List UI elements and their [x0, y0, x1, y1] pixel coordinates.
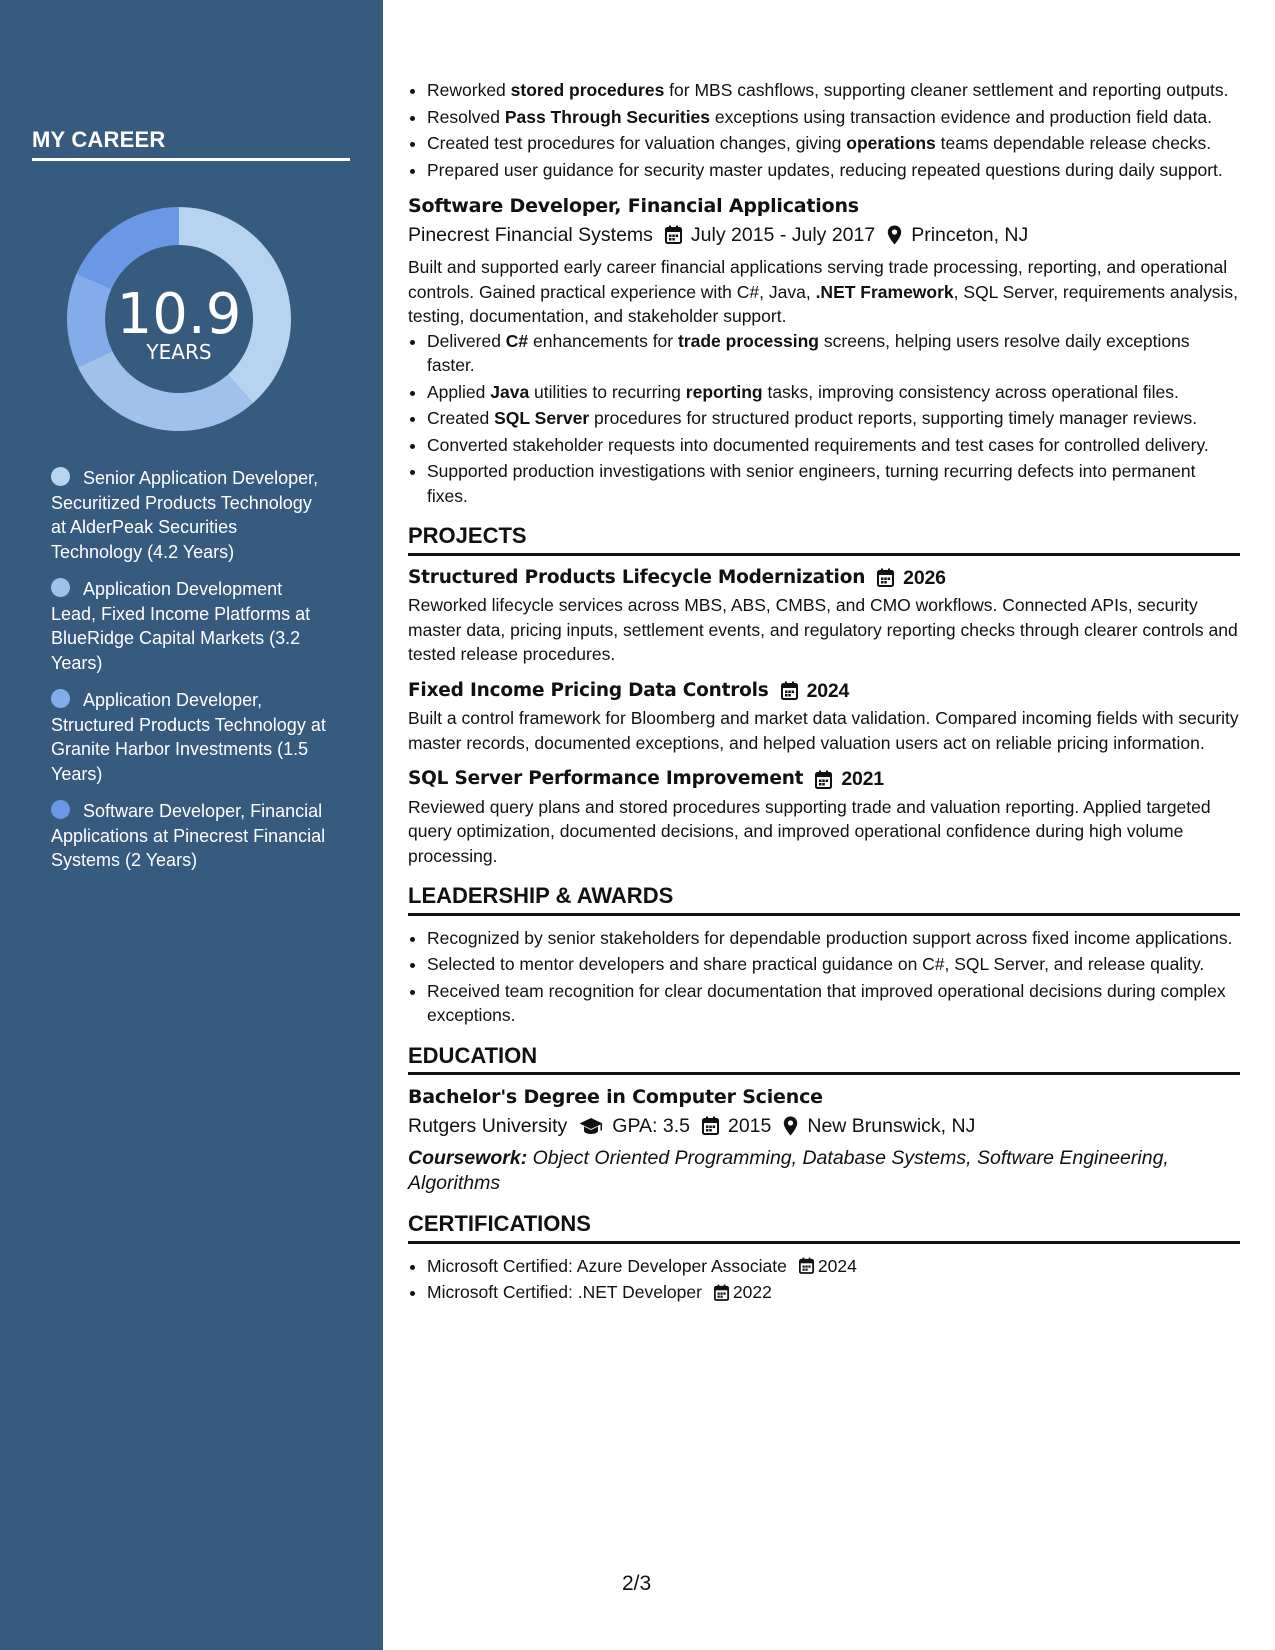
legend-swatch	[51, 578, 70, 597]
legend-label: Software Developer, Financial Applications at Pinecrest Financial Systems (2 Years)	[51, 801, 326, 870]
career-legend-item	[51, 466, 329, 564]
legend-swatch	[51, 689, 70, 708]
bullet-item: • Created SQL Server procedures for structured product reports, supporting timely manager reviews.	[427, 406, 1240, 431]
calendar-icon	[877, 568, 894, 587]
award-item: • Recognized by senior stakeholders for dependable production support across fixed income applications.	[427, 926, 1240, 951]
bullet-item: • Supported production investigations with senior engineers, turning recurring defects into permanent fixes.	[427, 459, 1240, 508]
graduation-year: 2015	[727, 1114, 772, 1137]
project-item	[408, 566, 1240, 667]
location-pin-icon	[783, 1116, 798, 1136]
job-company: Pinecrest Financial Systems	[408, 223, 653, 246]
certification-name: • Microsoft Certified: .NET Developer	[427, 1282, 702, 1302]
project-year: 2024	[806, 679, 850, 702]
certification-row	[427, 1280, 1240, 1305]
coursework: Coursework: Object Oriented Programming, Database Systems, Software Engineering, Algorithms	[408, 1147, 1169, 1194]
career-heading: MY CAREER	[32, 127, 166, 152]
bullet-item: • Reworked stored procedures for MBS cashflows, supporting cleaner settlement and reporting outputs.	[427, 78, 1240, 103]
school-location: New Brunswick, NJ	[807, 1114, 976, 1137]
calendar-icon	[799, 1257, 814, 1274]
job-summary: Built and supported early career financial applications serving trade processing, reporting, and operational controls. Gained practical experience with C#, Java, .NET Framework, SQL Server, requirements analysis, testing, documentation, and stakeholder support.	[408, 257, 1239, 326]
previous-job-bullets	[408, 78, 1240, 182]
project-year: 2021	[841, 768, 884, 790]
project-item	[408, 679, 1240, 756]
award-item: • Selected to mentor developers and share practical guidance on C#, SQL Server, and release quality.	[427, 952, 1240, 977]
project-title: Fixed Income Pricing Data Controls	[408, 679, 769, 701]
certification-item	[427, 1280, 1240, 1305]
legend-swatch	[51, 467, 70, 486]
project-description: Reworked lifecycle services across MBS, ABS, CMBS, and CMO workflows. Connected APIs, security master data, pricing inputs, settlement events, and regulatory reporting checks through clearer controls and tested release procedures.	[408, 595, 1238, 664]
career-legend	[51, 466, 329, 886]
certifications-list	[408, 1254, 1240, 1305]
career-donut-chart	[62, 202, 296, 436]
certification-item	[427, 1254, 1240, 1279]
degree-title: Bachelor's Degree in Computer Science	[408, 1086, 823, 1108]
project-year: 2026	[903, 566, 946, 589]
bullet-item: • Applied Java utilities to recurring reporting tasks, improving consistency across operational files.	[427, 380, 1240, 405]
certification-name: • Microsoft Certified: Azure Developer Associate	[427, 1255, 787, 1276]
calendar-icon	[702, 1116, 719, 1135]
bullet-item: • Converted stakeholder requests into documented requirements and test cases for controlled delivery.	[427, 433, 1240, 458]
location-pin-icon	[887, 225, 902, 245]
donut-segment-3	[67, 274, 112, 368]
sidebar	[0, 0, 383, 1650]
job-dates: July 2015 - July 2017	[690, 223, 876, 246]
career-total-unit: YEARS	[146, 340, 212, 364]
job-title: Software Developer, Financial Applications	[408, 195, 859, 217]
legend-label: Senior Application Developer, Securitized Products Technology at AlderPeak Securities Technology (4.2 Years)	[51, 468, 319, 562]
certification-year: 2022	[732, 1282, 772, 1302]
project-item	[408, 767, 1240, 868]
bullet-item: • Prepared user guidance for security master updates, reducing repeated questions during daily support.	[427, 158, 1240, 183]
career-legend-item	[51, 688, 329, 786]
career-legend-item	[51, 577, 329, 675]
donut-segment-4	[77, 207, 179, 289]
resume-main	[408, 78, 1240, 1307]
project-title-row	[408, 566, 1240, 591]
awards-heading: LEADERSHIP & AWARDS	[408, 884, 1240, 916]
calendar-icon	[815, 770, 832, 789]
page-number: 2/3	[622, 1572, 652, 1595]
projects-heading: PROJECTS	[408, 524, 1240, 556]
project-title-row	[408, 767, 1240, 792]
job-meta	[408, 223, 1240, 248]
legend-swatch	[51, 800, 70, 819]
award-item: • Received team recognition for clear documentation that improved operational decisions during complex exceptions.	[427, 979, 1240, 1028]
bullet-item: • Resolved Pass Through Securities exceptions using transaction evidence and production field data.	[427, 105, 1240, 130]
gpa: GPA: 3.5	[612, 1114, 690, 1137]
project-description: Reviewed query plans and stored procedures supporting trade and valuation reporting. Applied targeted query optimization, documented decisions, and improved operational confidence during high volume processing.	[408, 796, 1211, 866]
career-total-value: 10.9	[116, 282, 242, 347]
job-bullets	[408, 329, 1240, 509]
certification-year: 2024	[817, 1255, 857, 1276]
calendar-icon	[781, 681, 798, 700]
calendar-icon	[665, 225, 682, 244]
bullet-item: • Delivered C# enhancements for trade processing screens, helping users resolve daily exceptions faster.	[427, 329, 1240, 378]
school-name: Rutgers University	[408, 1114, 568, 1137]
calendar-icon	[714, 1284, 729, 1301]
project-title: SQL Server Performance Improvement	[408, 768, 804, 789]
legend-label: Application Developer, Structured Products Technology at Granite Harbor Investments (1.5 Years)	[51, 690, 326, 784]
bullet-item: • Created test procedures for valuation changes, giving operations teams dependable release checks.	[427, 131, 1240, 156]
graduation-cap-icon	[579, 1117, 603, 1135]
project-title: Structured Products Lifecycle Modernization	[408, 566, 866, 588]
job-location: Princeton, NJ	[911, 223, 1029, 246]
career-heading-rule	[32, 158, 350, 161]
project-description: Built a control framework for Bloomberg and market data validation. Compared incoming fields with security master records, documented exceptions, and helped valuation users act on reliable pricing information.	[408, 708, 1239, 753]
awards-list	[408, 926, 1240, 1028]
legend-label: Application Development Lead, Fixed Income Platforms at BlueRidge Capital Markets (3.2 Years)	[51, 579, 311, 673]
certification-row	[427, 1254, 1240, 1279]
education-heading: EDUCATION	[408, 1044, 1240, 1076]
career-legend-item	[51, 799, 329, 873]
certifications-heading: CERTIFICATIONS	[408, 1212, 1240, 1244]
project-title-row	[408, 679, 1240, 704]
projects-list	[408, 566, 1240, 869]
education-meta	[408, 1114, 1240, 1139]
